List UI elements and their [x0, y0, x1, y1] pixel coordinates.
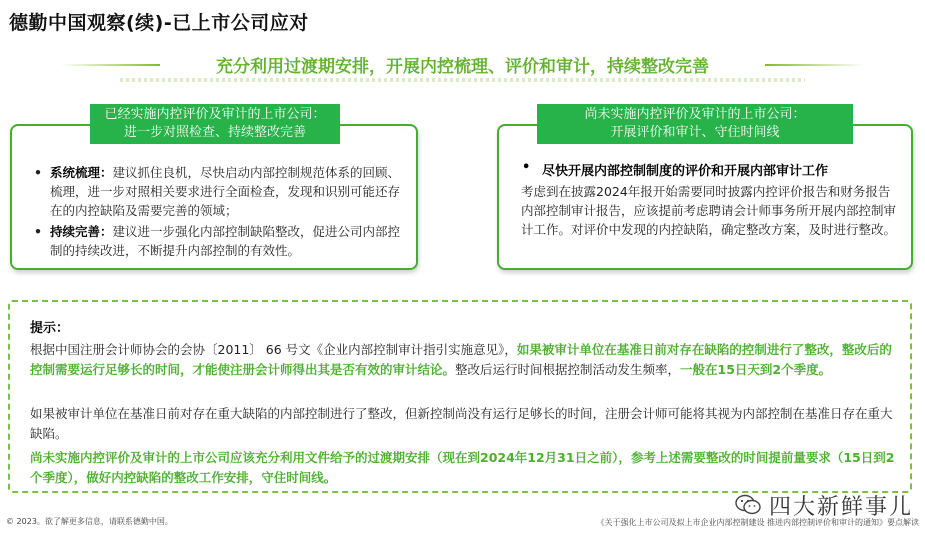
- tip-paragraph-1: [30, 340, 900, 380]
- tip-title: 提示：: [30, 321, 70, 336]
- bullet-dot-icon: •: [34, 165, 42, 180]
- tip-p1-highlight-d: 一般在15日天到2个季度。: [680, 362, 832, 377]
- bullet-dot-icon: •: [34, 224, 42, 239]
- bullet-dot-icon: •: [522, 160, 531, 175]
- page-title: 德勤中国观察(续)-已上市公司应对: [9, 12, 309, 34]
- card-header-line2: 进一步对照检查、持续整改完善: [123, 125, 306, 140]
- banner-text: 充分利用过渡期安排，开展内控梳理、评价和审计，持续整改完善: [216, 57, 709, 77]
- right-card-title-text: 尽快开展内部控制制度的评价和开展内部审计工作: [542, 164, 829, 179]
- watermark-text: 四大新鲜事儿: [769, 494, 914, 520]
- footer-copyright: © 2023。欲了解更多信息，请联系德勤中国。: [6, 517, 173, 526]
- tip-p1-part-c: 整改后运行时间根据控制活动发生频率，: [455, 362, 681, 377]
- tip-paragraph-3: 尚未实施内控评价及审计的上市公司应该充分利用文件给予的过渡期安排（现在到2024年12月31日之前），参考上述需要整改的时间提前量要求（15日到2个季度），做好内控缺陷的整改工作安排，守住时间线。: [30, 450, 895, 485]
- bullet-systematic-review: [34, 163, 406, 220]
- tip-p1-highlight-b: 如果被审计单位在基准日前对存在缺陷的控制进行了整改，整改后的控制需要运行足够长的时间，才能使注册会计师得出其是否有效的审计结论。: [30, 342, 892, 377]
- bullet-text: 建议进一步强化内部控制缺陷整改，促进公司内部控制的持续改进，不断提升内部控制的有效性。: [50, 224, 401, 258]
- bullet-head: 持续完善：: [50, 224, 113, 239]
- banner-dotted-shadow: [120, 78, 805, 82]
- card-header-line1: 已经实施内控评价及审计的上市公司：: [104, 107, 326, 122]
- tip-paragraph-2: 如果被审计单位在基准日前对存在重大缺陷的内部控制进行了整改，但新控制尚没有运行足够长的时间，注册会计师可能将其视为内部控制在基准日存在重大缺陷。: [30, 406, 893, 441]
- card-header-line1: 尚未实施内控评价及审计的上市公司：: [584, 107, 806, 122]
- bullet-head: 系统梳理：: [50, 165, 113, 180]
- right-card-title: [522, 160, 892, 179]
- summary-banner: [60, 48, 865, 82]
- listed-not-implemented-card-header: [537, 104, 853, 144]
- card-header-line2: 开展评价和审计、守住时间线: [610, 125, 780, 140]
- listed-implemented-card-header: [90, 104, 340, 144]
- banner-right-line: [765, 64, 865, 66]
- bullet-continuous-improvement: [34, 222, 406, 260]
- wechat-icon: [735, 494, 761, 516]
- right-card-body: 考虑到在披露2024年报开始需要同时披露内控评价报告和财务报告内部控制审计报告，应该提前考虑聘请会计师事务所开展内部控制审计工作。对评价中发现的内控缺陷，确定整改方案，及时进行整改。: [521, 184, 897, 237]
- bullet-text: 建议抓住良机，尽快启动内部控制规范体系的回顾、梳理，进一步对照相关要求进行全面检查，发现和识别可能还存在的内控缺陷及需要完善的领域；: [50, 165, 401, 218]
- watermark: [735, 490, 913, 520]
- footer-source: 《关于强化上市公司及拟上市企业内部控制建设 推进内部控制评价和审计的通知》要点解读: [596, 518, 919, 527]
- tip-p1-part-a: 根据中国注册会计师协会的会协〔2011〕 66 号文《企业内部控制审计指引实施意见》，: [30, 342, 517, 357]
